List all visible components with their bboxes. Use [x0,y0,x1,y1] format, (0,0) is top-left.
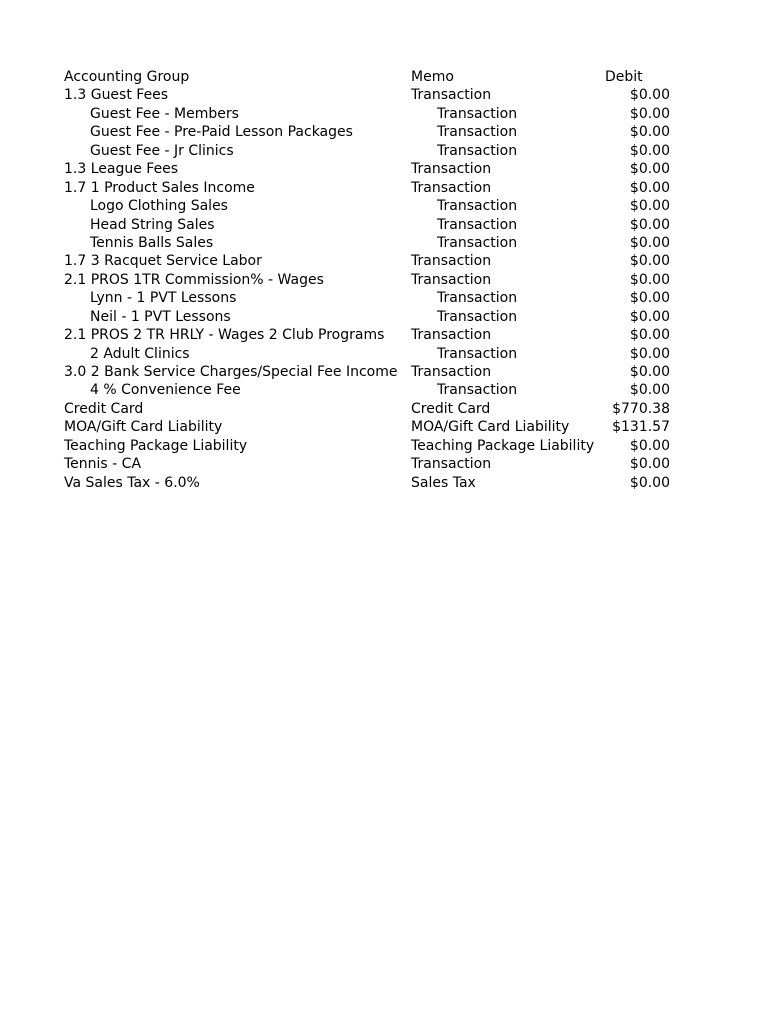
memo-cell: Transaction [411,87,492,104]
table-row [64,234,684,252]
debit-cell: $0.00 [629,198,670,215]
accounting-group-cell: 4 % Convenience Fee [90,382,241,399]
debit-cell: $0.00 [629,364,670,380]
accounting-group-cell: Neil - 1 PVT Lessons [90,308,231,325]
accounting-group-cell: Guest Fee - Jr Clinics [90,142,234,159]
debit-cell: $0.00 [629,234,670,251]
table-row [64,160,684,178]
table-row [64,400,684,418]
accounting-group-header: Accounting Group [64,69,190,85]
table-row [64,289,684,307]
memo-cell: Transaction [411,161,492,178]
accounting-group-cell: 2.1 PROS 1TR Commission% - Wages [64,271,324,288]
accounting-group-cell: 1.7 3 Racquet Service Labor [64,253,262,270]
table-row [64,437,684,455]
report-rows [64,86,684,492]
table-row [64,326,684,344]
accounting-group-cell: 3.0 2 Bank Service Charges/Special Fee Income [64,364,398,380]
memo-cell: Sales Tax [411,474,476,491]
accounting-group-cell: Head String Sales [90,216,215,233]
debit-cell: $0.00 [629,87,670,104]
table-row [64,252,684,270]
debit-cell: $0.00 [629,382,670,399]
debit-cell: $0.00 [629,308,670,325]
debit-cell: $0.00 [629,271,670,288]
accounting-report [64,68,684,492]
memo-cell: Transaction [437,290,518,307]
accounting-group-cell: Logo Clothing Sales [90,198,228,215]
accounting-group-cell: Tennis - CA [64,456,142,473]
accounting-group-cell: Credit Card [64,400,144,417]
debit-header: Debit [605,69,643,85]
table-row [64,86,684,104]
memo-cell: Transaction [411,364,492,380]
debit-cell: $0.00 [629,124,670,141]
debit-cell: $0.00 [629,161,670,178]
memo-cell: Teaching Package Liability [411,437,595,454]
table-row [64,197,684,215]
table-row [64,308,684,326]
accounting-group-cell: Guest Fee - Members [90,105,239,122]
debit-cell: $0.00 [629,105,670,122]
memo-cell: Transaction [437,308,518,325]
table-row [64,271,684,289]
accounting-group-cell: 1.7 1 Product Sales Income [64,179,255,196]
table-row [64,345,684,363]
memo-cell: Transaction [411,456,492,473]
debit-cell: $0.00 [629,142,670,159]
accounting-group-cell: 1.3 Guest Fees [64,87,169,104]
accounting-group-cell: 1.3 League Fees [64,161,179,178]
accounting-group-cell: MOA/Gift Card Liability [64,419,223,436]
debit-cell: $0.00 [629,456,670,473]
memo-cell: Credit Card [411,400,491,417]
debit-cell: $0.00 [629,345,670,362]
debit-cell: $0.00 [629,216,670,233]
table-row [64,123,684,141]
accounting-group-cell: Tennis Balls Sales [90,234,214,251]
memo-cell: Transaction [411,179,492,196]
debit-cell: $0.00 [629,179,670,196]
table-row [64,105,684,123]
table-row [64,142,684,160]
table-row [64,179,684,197]
table-row [64,455,684,473]
debit-cell: $131.57 [612,419,670,436]
accounting-group-cell: Lynn - 1 PVT Lessons [90,290,237,307]
header-row [64,68,684,86]
memo-cell: Transaction [437,216,518,233]
accounting-group-cell: Guest Fee - Pre-Paid Lesson Packages [90,124,353,141]
table-row [64,381,684,399]
table-row [64,216,684,234]
memo-cell: Transaction [437,234,518,251]
memo-cell: MOA/Gift Card Liability [411,419,570,436]
debit-cell: $0.00 [629,253,670,270]
memo-header: Memo [411,69,454,85]
accounting-group-cell: Va Sales Tax - 6.0% [64,474,200,491]
memo-cell: Transaction [411,253,492,270]
memo-cell: Transaction [437,124,518,141]
memo-cell: Transaction [437,345,518,362]
accounting-group-cell: 2 Adult Clinics [90,345,190,362]
memo-cell: Transaction [437,198,518,215]
accounting-group-cell: Teaching Package Liability [64,437,248,454]
memo-cell: Transaction [437,382,518,399]
memo-cell: Transaction [437,105,518,122]
table-row [64,474,684,492]
memo-cell: Transaction [437,142,518,159]
table-row [64,418,684,436]
table-row [64,363,684,381]
debit-cell: $0.00 [629,474,670,491]
accounting-group-cell: 2.1 PROS 2 TR HRLY - Wages 2 Club Programs [64,327,385,344]
debit-cell: $770.38 [612,400,670,417]
debit-cell: $0.00 [629,290,670,307]
debit-cell: $0.00 [629,437,670,454]
memo-cell: Transaction [411,327,492,344]
memo-cell: Transaction [411,271,492,288]
debit-cell: $0.00 [629,327,670,344]
